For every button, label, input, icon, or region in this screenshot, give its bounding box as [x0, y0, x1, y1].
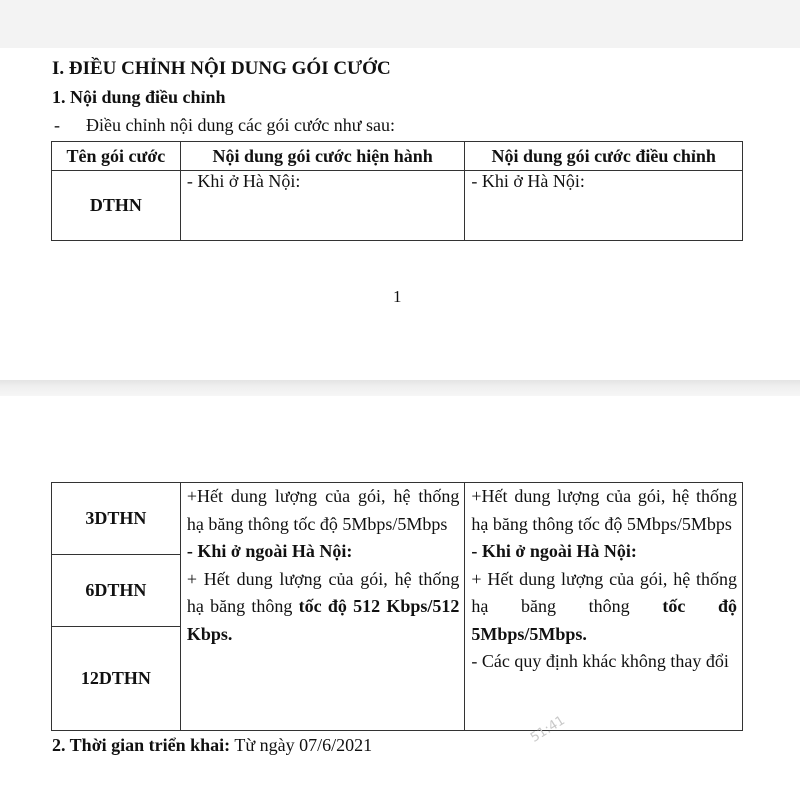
deployment-time-value: Từ ngày 07/6/2021 [230, 735, 373, 755]
page-break-gap [0, 380, 800, 396]
current-outside-hanoi-heading: - Khi ở ngoài Hà Nội: [186, 541, 353, 561]
current-content-cell-2 [180, 483, 465, 731]
current-p2-speed: tốc độ 512 Kbps/512 Kbps. [186, 596, 460, 644]
adjusted-paragraph-1: +Hết dung lượng của gói, hệ thống hạ băng thông tốc độ 5Mbps/5Mbps [471, 486, 737, 534]
header-package-name: Tên gói cước [52, 142, 181, 171]
current-paragraph-2 [187, 566, 460, 649]
viewer-top-gap [0, 0, 800, 48]
header-adjusted-content: Nội dung gói cước điều chỉnh [465, 142, 743, 171]
current-content-cell: - Khi ở Hà Nội: [180, 171, 465, 241]
subsection-heading-1: 1. Nội dung điều chỉnh [52, 87, 226, 107]
current-paragraph-1: +Hết dung lượng của gói, hệ thống hạ băng thông tốc độ 5Mbps/5Mbps [186, 486, 460, 534]
package-3dthn: 3DTHN [52, 483, 181, 555]
package-table-part1 [51, 141, 743, 241]
current-p2-text: + Hết dung lượng của gói, hệ thống hạ băng thông [186, 568, 460, 616]
package-6dthn: 6DTHN [52, 555, 181, 627]
package-12dthn: 12DTHN [52, 627, 181, 731]
adjusted-content-cell-2 [465, 483, 743, 731]
adjusted-outside-hanoi-heading: - Khi ở ngoài Hà Nội: [471, 541, 637, 561]
adjusted-p2-speed: tốc độ 5Mbps/5Mbps. [471, 596, 737, 644]
deployment-time-label: 2. Thời gian triển khai: [52, 735, 231, 755]
package-table-part2 [51, 482, 743, 731]
adjusted-p2-text: + Hết dung lượng của gói, hệ thống hạ băng thông [471, 568, 737, 616]
watermark-timestamp: 51:41 [528, 713, 568, 746]
adjusted-paragraph-3: - Các quy định khác không thay đổi [471, 651, 729, 671]
section-heading: I. ĐIỀU CHỈNH NỘI DUNG GÓI CƯỚC [52, 58, 391, 79]
subsection-heading-2 [52, 735, 372, 756]
header-current-content: Nội dung gói cước hiện hành [180, 142, 465, 171]
bullet-dash: - [54, 115, 60, 135]
page-number: 1 [393, 287, 402, 306]
adjusted-paragraph-2 [471, 566, 737, 649]
package-name-cell: DTHN [52, 171, 181, 241]
adjusted-content-cell: - Khi ở Hà Nội: [465, 171, 743, 241]
bullet-text: Điều chỉnh nội dung các gói cước như sau: [86, 115, 395, 135]
